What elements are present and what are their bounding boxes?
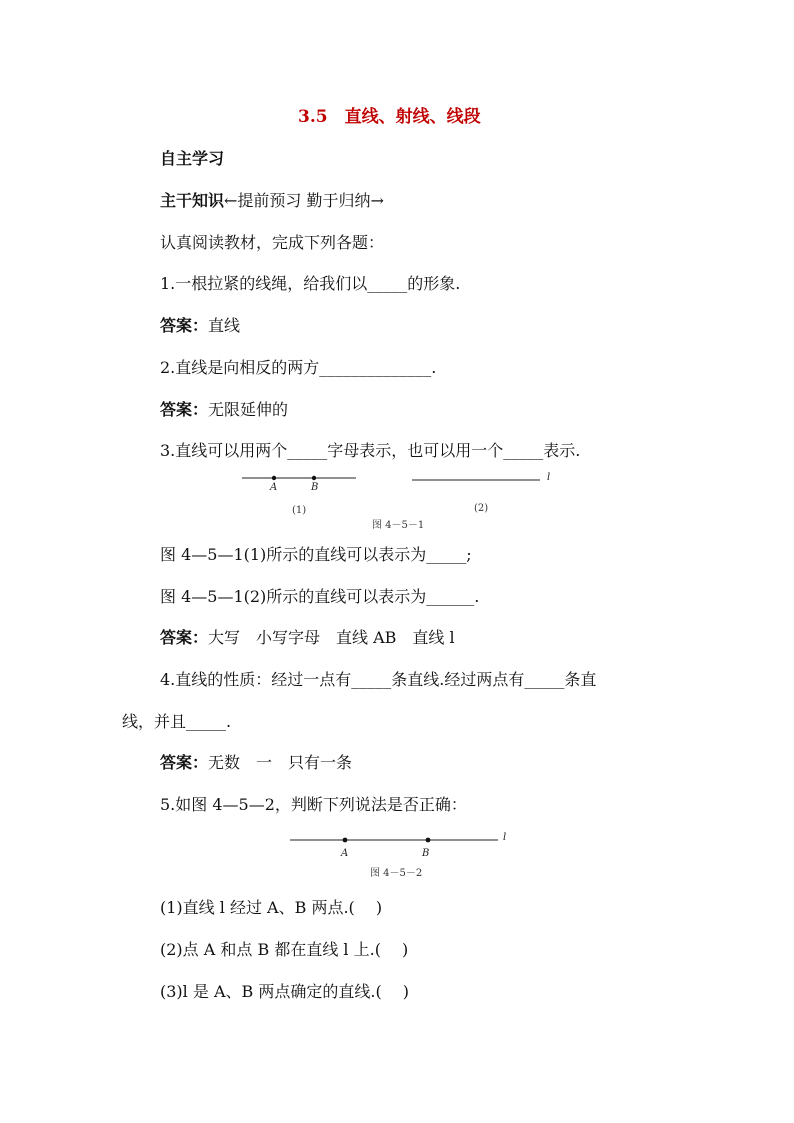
fig1-caption: 图 4－5－1 — [372, 520, 425, 531]
answer-label: 答案： — [160, 316, 209, 335]
fig2-label-a: A — [341, 848, 349, 859]
question-4-line-1: 4.直线的性质：经过一点有_____条直线.经过两点有_____条直 — [160, 670, 597, 689]
page-title: 3.5 直线、射线、线段 — [298, 107, 481, 127]
fig2-label-l: l — [503, 832, 507, 843]
intro-text: 认真阅读教材，完成下列各题： — [160, 233, 385, 252]
answer-label: 答案： — [160, 400, 209, 419]
question-5: 5.如图 4—5—2，判断下列说法是否正确： — [160, 795, 467, 814]
fig1-label-a: A — [270, 482, 278, 493]
answer-text: 无数 一 只有一条 — [208, 753, 353, 772]
question-5-item-2: (2)点 A 和点 B 都在直线 l 上.( ) — [160, 940, 409, 959]
fig2-caption: 图 4－5－2 — [370, 868, 423, 879]
question-4-line-2: 线，并且_____. — [122, 712, 232, 731]
fig2-label-b: B — [422, 848, 430, 859]
fig1-sub-1: (1) — [292, 505, 307, 516]
point-b — [426, 838, 431, 843]
fig1-sub-2: (2) — [474, 503, 489, 514]
answer-label: 答案： — [160, 753, 209, 772]
section-heading: 自主学习 — [160, 149, 225, 168]
answer-label: 答案： — [160, 628, 209, 647]
fig1-label-b: B — [311, 482, 319, 493]
question-3-line-2: 图 4—5—1(2)所示的直线可以表示为______. — [160, 587, 480, 606]
question-1: 1.一根拉紧的线绳，给我们以_____的形象. — [160, 274, 461, 293]
fig1-label-l: l — [547, 472, 551, 483]
question-3: 3.直线可以用两个_____字母表示，也可以用一个_____表示. — [160, 441, 581, 460]
subsection-rest: ←提前预习 勤于归纳→ — [224, 191, 384, 210]
question-5-item-1: (1)直线 l 经过 A、B 两点.( ) — [160, 898, 383, 917]
answer-text: 直线 — [208, 316, 241, 335]
subsection-bold: 主干知识 — [160, 191, 225, 210]
question-2: 2.直线是向相反的两方______________. — [160, 358, 437, 377]
answer-text: 无限延伸的 — [208, 400, 289, 419]
question-5-item-3: (3)l 是 A、B 两点确定的直线.( ) — [160, 982, 410, 1001]
question-3-line-1: 图 4—5—1(1)所示的直线可以表示为_____; — [160, 545, 472, 564]
point-a — [343, 838, 348, 843]
answer-text: 大写 小写字母 直线 AB 直线 l — [208, 628, 455, 647]
